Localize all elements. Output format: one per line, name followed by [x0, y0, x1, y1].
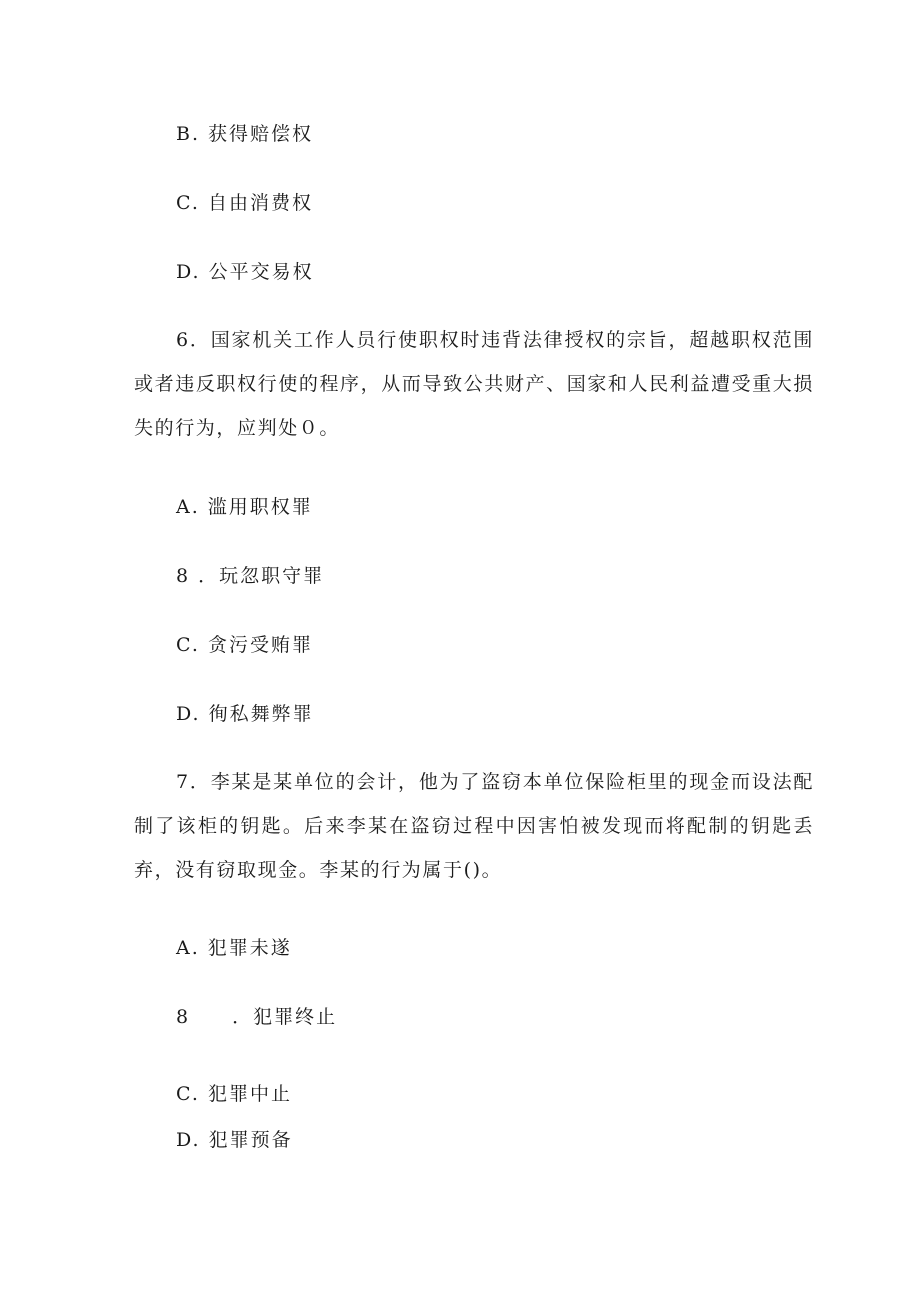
q5-option-c: C. 自由消费权 — [176, 192, 313, 214]
q6-option-b-text: ．玩忽职守罪 — [198, 565, 325, 587]
q6-option-c: C. 贪污受贿罪 — [176, 634, 313, 656]
q7-stem — [134, 760, 814, 892]
q7-text: ．李某是某单位的会计，他为了盗窃本单位保险柜里的现金而设法配制了该柜的钥匙。后来李某在盗窃过程中因害怕被发现而将配制的钥匙丢弃，没有窃取现金。李某的行为属于()。 — [134, 771, 814, 881]
q6-stem — [134, 318, 814, 450]
q7-option-b-text: ．犯罪终止 — [232, 1006, 338, 1028]
q6-option-a: A. 滥用职权罪 — [176, 496, 313, 518]
q7-option-b — [176, 1005, 337, 1029]
q6-option-d: D. 徇私舞弊罪 — [176, 703, 314, 725]
q6-option-b-number: 8 — [176, 565, 191, 587]
q5-option-b: B. 获得赔偿权 — [176, 123, 314, 145]
q5-option-d: D. 公平交易权 — [176, 261, 314, 283]
q7-option-a: A. 犯罪未遂 — [176, 937, 292, 959]
q6-text: ．国家机关工作人员行使职权时违背法律授权的宗旨，超越职权范围或者违反职权行使的程序，从而导致公共财产、国家和人民利益遭受重大损失的行为，应判处０。 — [134, 329, 814, 439]
q7-option-b-number: 8 — [176, 1006, 191, 1028]
q7-option-c: C. 犯罪中止 — [176, 1083, 292, 1105]
q7-number: 7 — [176, 771, 190, 793]
q6-number: 6 — [176, 329, 190, 351]
q6-option-b — [176, 564, 324, 588]
q7-option-d: D. 犯罪预备 — [176, 1129, 293, 1151]
